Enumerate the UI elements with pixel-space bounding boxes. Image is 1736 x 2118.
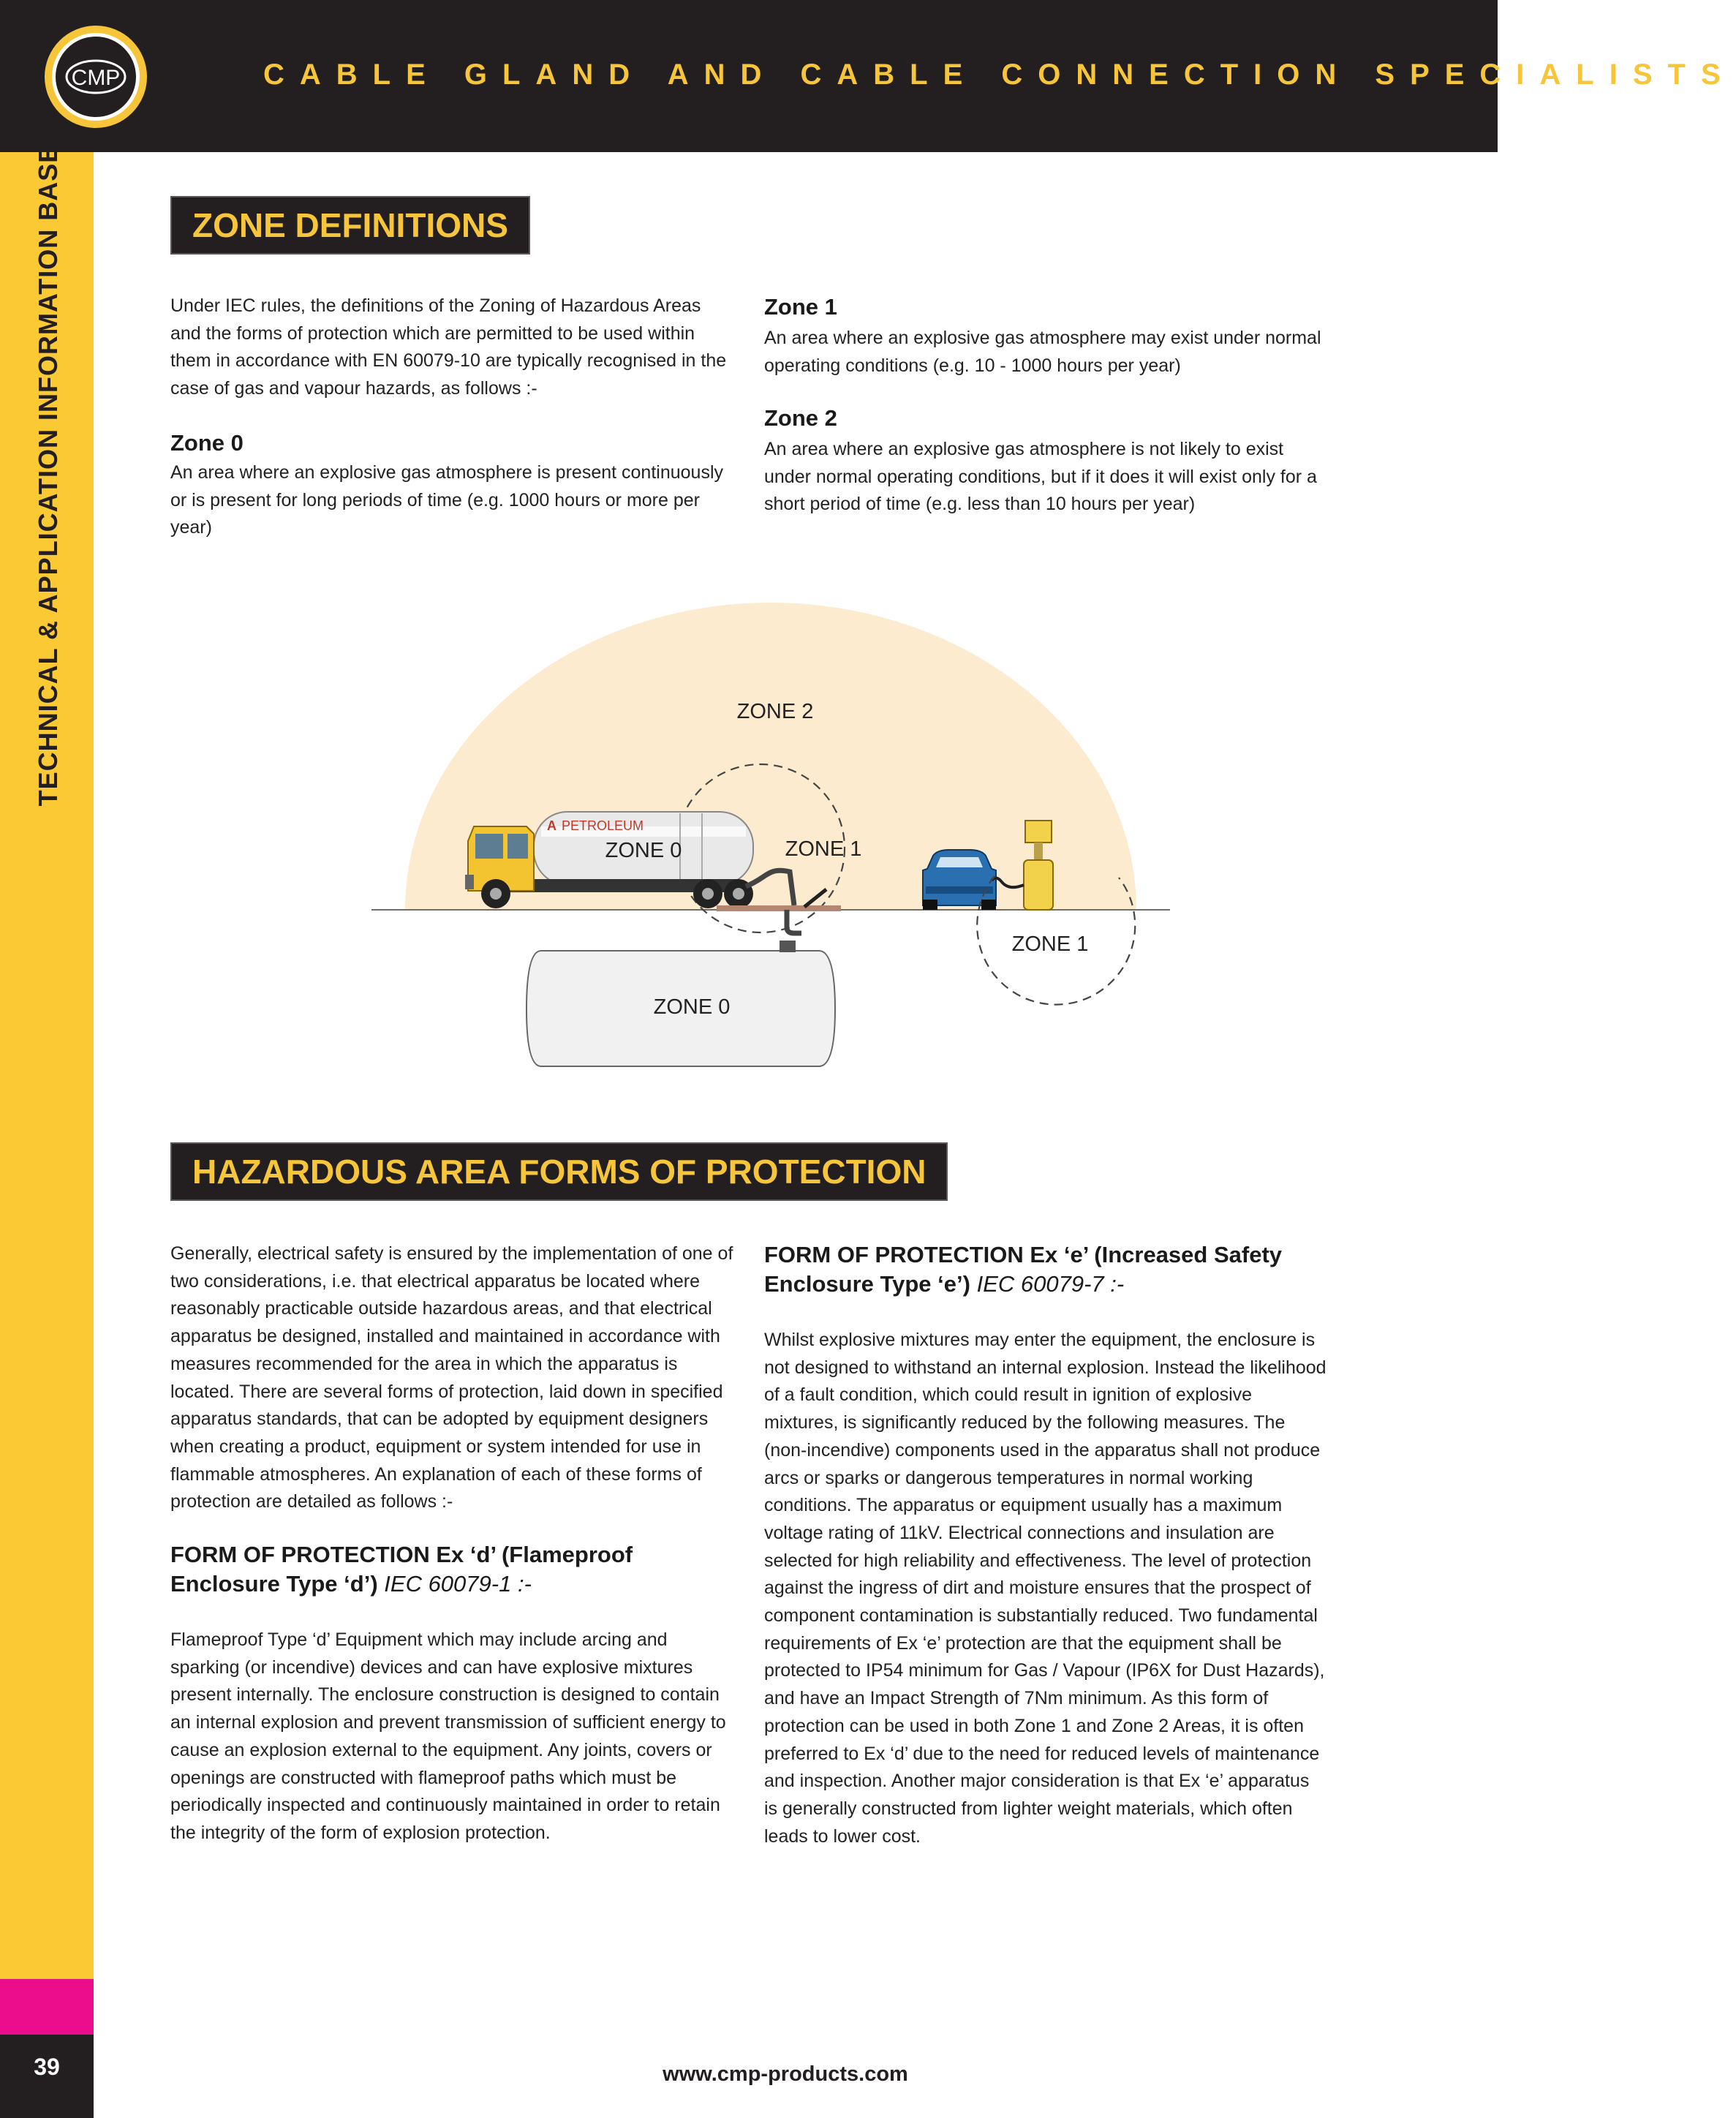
truck-brand-prefix: A bbox=[547, 818, 556, 833]
exe-title bbox=[764, 1240, 1327, 1299]
tank-zone0-label: ZONE 0 bbox=[653, 995, 731, 1019]
protection-heading: HAZARDOUS AREA FORMS OF PROTECTION bbox=[170, 1142, 948, 1201]
side-accent bbox=[0, 1979, 94, 2035]
truck-brand: PETROLEUM bbox=[562, 818, 644, 833]
exe-title-text: FORM OF PROTECTION Ex ‘e’ (Increased Safety Enclosure Type ‘e’) bbox=[764, 1242, 1283, 1297]
page-number: 39 bbox=[34, 2054, 60, 2080]
exe-text: Whilst explosive mixtures may enter the equipment, the enclosure is not designed to withstand an internal explosion. Instead the likelihood of a fault condition, which could result in ignition of explosive mixtures, is significantly reduced by the following measures. The (non-incendive) components used in the apparatus shall not produce arcs or sparks or dangerous temperatures in normal working conditions. The apparatus or equipment usually has a maximum voltage rating of 11kV. Electrical connections and insulation are selected for high reliability and effectiveness. The level of protection against the ingress of dirt and moisture ensures that the prospect of component contamination is substantially reduced. Two fundamental requirements of Ex ‘e’ protection are that the equipment shall be protected to IP54 minimum for Gas / Vapour (IP6X for Dust Hazards), and have an Impact Strength of 7Nm minimum. As this form of protection can be used in both Zone 1 and Zone 2 Areas, it is often preferred to Ex ‘d’ due to the need for reduced levels of maintenance and inspection. Another major consideration is that Ex ‘e’ apparatus is generally constructed from lighter weight materials, which often leads to lower cost. bbox=[764, 1330, 1326, 1847]
truck-zone0-label: ZONE 0 bbox=[605, 839, 682, 862]
exd-title-text: FORM OF PROTECTION Ex ‘d’ (Flameproof Enclosure Type ‘d’) bbox=[170, 1542, 633, 1597]
zone1-text: An area where an explosive gas atmosphere may exist under normal operating conditions (e.g. 10 - 1000 hours per year) bbox=[764, 328, 1321, 376]
zone0-text: An area where an explosive gas atmosphere is present continuously or is present for long periods of time (e.g. 1000 hours or more per year) bbox=[170, 462, 723, 538]
sidebar-title: TECHNICAL & APPLICATION INFORMATION BASE bbox=[33, 144, 63, 807]
hazardous-zone-diagram bbox=[358, 614, 1207, 1082]
truck-zone1-label: ZONE 1 bbox=[785, 837, 862, 861]
zone2-text: An area where an explosive gas atmosphere is not likely to exist under normal operating conditions, but if it does it will exist only for a short period of time (e.g. less than 10 hours per year) bbox=[764, 439, 1317, 515]
exe-standard: IEC 60079-7 :- bbox=[976, 1271, 1125, 1297]
car-illustration bbox=[923, 850, 996, 910]
cmp-logo bbox=[42, 23, 149, 130]
pump-zone1-label: ZONE 1 bbox=[1011, 932, 1089, 956]
header-tagline: CABLE GLAND AND CABLE CONNECTION SPECIALISTS bbox=[263, 59, 1736, 91]
zone1-title: Zone 1 bbox=[764, 294, 837, 320]
footer-url[interactable]: www.cmp-products.com bbox=[663, 2062, 908, 2086]
zone2-title: Zone 2 bbox=[764, 405, 837, 431]
exd-title bbox=[170, 1540, 733, 1599]
zone-intro-text: Under IEC rules, the definitions of the Zoning of Hazardous Areas and the forms of protection which are permitted to be used within them in accordance with EN 60079-10 are typically recognised in the case of gas and vapour hazards, as follows :- bbox=[170, 295, 727, 399]
underground-tank-illustration bbox=[527, 941, 835, 1066]
exd-text: Flameproof Type ‘d’ Equipment which may include arcing and sparking (or incendive) devices and can have explosive mixtures present internally. The enclosure construction is designed to contain an internal explosion and prevent transmission of sufficient energy to cause an explosion external to the equipment. Any joints, covers or openings are constructed with flameproof paths which must be periodically inspected and continuously maintained in order to retain the integrity of the form of explosion protection. bbox=[170, 1629, 726, 1843]
protection-intro-text: Generally, electrical safety is ensured by the implementation of one of two considerations, i.e. that electrical apparatus be located where reasonably practicable outside hazardous areas, and that electrical apparatus be designed, installed and maintained in accordance with measures recommended for the area in which the apparatus is located. There are several forms of protection, laid down in specified apparatus standards, that can be adopted by equipment designers when creating a product, equipment or system intended for use in flammable atmospheres. An explanation of each of these forms of protection are detailed as follows :- bbox=[170, 1243, 733, 1512]
zone-definitions-heading: ZONE DEFINITIONS bbox=[170, 196, 530, 255]
page-header bbox=[0, 0, 1736, 152]
diagram-zone2-label: ZONE 2 bbox=[736, 700, 814, 723]
exd-standard: IEC 60079-1 :- bbox=[384, 1571, 532, 1597]
logo-text: CMP bbox=[71, 66, 121, 90]
zone0-title: Zone 0 bbox=[170, 430, 244, 456]
